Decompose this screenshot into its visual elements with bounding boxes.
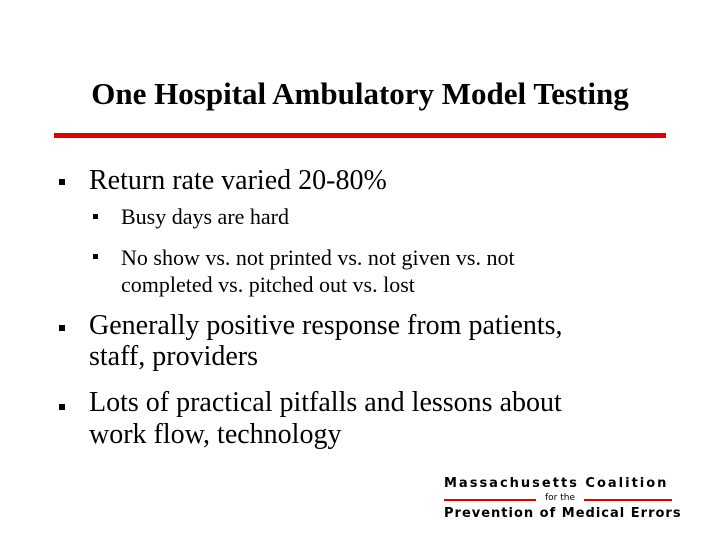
sub-bullet-marker xyxy=(93,254,98,259)
bullet-text: Return rate varied 20-80% xyxy=(89,165,387,196)
logo-line-1: Massachusetts Coalition xyxy=(444,476,669,491)
slide-title: One Hospital Ambulatory Model Testing xyxy=(91,76,629,111)
logo-line-2: for the xyxy=(544,493,575,503)
bullet-text-continued: work flow, technology xyxy=(89,419,342,450)
sub-bullet-text: Busy days are hard xyxy=(121,204,290,229)
logo-rule-left xyxy=(444,499,536,501)
bullet-text: Lots of practical pitfalls and lessons about xyxy=(89,387,562,418)
bullet-text-continued: staff, providers xyxy=(89,341,258,372)
sub-bullet-marker xyxy=(93,214,98,219)
bullet-text: Generally positive response from patients, xyxy=(89,310,563,341)
sub-bullet-text-continued: completed vs. pitched out vs. lost xyxy=(121,272,415,297)
bullet-marker xyxy=(59,404,65,410)
bullet-marker xyxy=(59,325,65,331)
bullet-marker xyxy=(59,179,65,185)
logo-rule-right xyxy=(584,499,672,501)
title-divider xyxy=(54,133,666,138)
logo-divider xyxy=(444,492,672,506)
organization-logo xyxy=(444,476,682,524)
sub-bullet-text: No show vs. not printed vs. not given vs. not xyxy=(121,245,515,270)
logo-line-3: Prevention of Medical Errors xyxy=(444,506,682,521)
